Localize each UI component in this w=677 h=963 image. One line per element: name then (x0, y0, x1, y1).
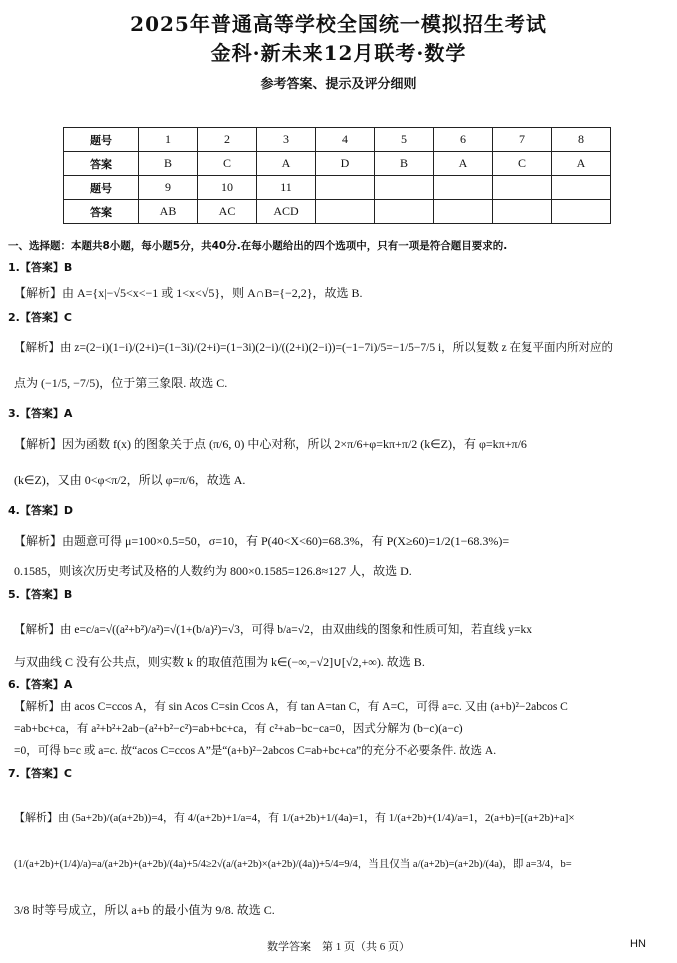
q7-answer: 7.【答案】C (8, 767, 72, 780)
table-cell: 3 (257, 128, 316, 152)
q7-solution-line: (1/(a+2b)+(1/4)/a)=a/(a+2b)+(a+2b)/(4a)+5/4≥2√(a/(a+2b)×(a+2b)/(4a))+5/4=9/4，当且仅当 a/(a+2b)=(a+2b)/(4a)，即 a=3/4，b= (14, 859, 572, 870)
table-cell: 4 (316, 128, 375, 152)
table-cell: 1 (139, 128, 198, 152)
table-cell: 答案 (64, 152, 139, 176)
q5-answer: 5.【答案】B (8, 588, 73, 601)
table-cell (434, 200, 493, 224)
table-cell (316, 176, 375, 200)
q2-answer: 2.【答案】C (8, 311, 72, 324)
answer-key-heading: 参考答案、提示及评分细则 (260, 77, 417, 92)
table-cell (434, 176, 493, 200)
table-cell (375, 200, 434, 224)
q6-solution-line: =ab+bc+ca，有 a²+b²+2ab−(a²+b²−c²)=ab+bc+ca，有 c²+ab−bc−ca=0，因式分解为 (b−c)(a−c) (14, 723, 463, 735)
table-row (64, 176, 611, 200)
table-cell: AB (139, 200, 198, 224)
table-cell: 5 (375, 128, 434, 152)
table-cell: ACD (257, 200, 316, 224)
table-cell: A (434, 152, 493, 176)
table-cell: B (375, 152, 434, 176)
table-cell: C (198, 152, 257, 176)
table-cell (552, 176, 611, 200)
table-cell: 9 (139, 176, 198, 200)
table-cell: B (139, 152, 198, 176)
q7-solution-line: 3/8 时等号成立，所以 a+b 的最小值为 9/8. 故选 C. (14, 903, 275, 917)
table-cell: 2 (198, 128, 257, 152)
table-row (64, 200, 611, 224)
table-row (64, 128, 611, 152)
q4-answer: 4.【答案】D (8, 504, 73, 517)
section-heading: 一、选择题：本题共8小题，每小题5分，共40分.在每小题给出的四个选项中，只有一项是符合题目要求的. (8, 240, 508, 252)
q6-answer: 6.【答案】A (8, 678, 73, 691)
table-cell (316, 200, 375, 224)
table-cell: 6 (434, 128, 493, 152)
table-row (64, 152, 611, 176)
table-cell: 8 (552, 128, 611, 152)
table-cell (375, 176, 434, 200)
table-cell: 7 (493, 128, 552, 152)
q5-solution-line: 与双曲线 C 没有公共点，则实数 k 的取值范围为 k∈(−∞,−√2]∪[√2,+∞). 故选 B. (14, 655, 425, 669)
table-cell: 题号 (64, 128, 139, 152)
q2-solution-line: 点为 (−1/5, −7/5)，位于第三象限. 故选 C. (14, 376, 228, 390)
q5-solution-line: 【解析】由 e=c/a=√((a²+b²)/a²)=√(1+(b/a)²)=√3，可得 b/a=√2，由双曲线的图象和性质可知，若直线 y=kx (14, 624, 532, 636)
table-cell: AC (198, 200, 257, 224)
q7-solution-line: 【解析】由 (5a+2b)/(a(a+2b))=4，有 4/(a+2b)+1/a=4，有 1/(a+2b)+1/(4a)=1，有 1/(a+2b)+(1/4)/a=1，2(a+b)=[(a+2b)+a]× (14, 812, 575, 824)
q2-solution-line: 【解析】由 z=(2−i)(1−i)/(2+i)=(1−3i)/(2+i)=(1−3i)(2−i)/((2+i)(2−i))=(−1−7i)/5=−1/5−7/5 i，所以复数 z 在复平面内所对应的 (14, 342, 614, 354)
page-footer: 数学答案 第 1 页（共 6 页） (267, 941, 410, 953)
q4-solution-line: 【解析】由题意可得 μ=100×0.5=50，σ=10，有 P(40<X<60)=68.3%，有 P(X≥60)=1/2(1−68.3%)= (14, 534, 510, 548)
q1-answer: 1.【答案】B (8, 261, 73, 274)
exam-subtitle: 金科·新未来12月联考·数学 (210, 41, 467, 65)
table-cell (493, 200, 552, 224)
table-cell: A (257, 152, 316, 176)
q3-answer: 3.【答案】A (8, 407, 73, 420)
table-cell: C (493, 152, 552, 176)
q4-solution-line: 0.1585，则该次历史考试及格的人数约为 800×0.1585=126.8≈127 人，故选 D. (14, 564, 412, 578)
q6-solution-line: =0，可得 b=c 或 a=c. 故“acos C=ccos A”是“(a+b)²−2abcos C=ab+bc+ca”的充分不必要条件. 故选 A. (14, 745, 497, 757)
q3-solution-line: 【解析】因为函数 f(x) 的图象关于点 (π/6, 0) 中心对称，所以 2×π/6+φ=kπ+π/2 (k∈Z)，有 φ=kπ+π/6 (14, 437, 527, 451)
answer-table (63, 127, 611, 224)
table-cell: 11 (257, 176, 316, 200)
region-code: HN (630, 938, 646, 950)
q6-solution-line: 【解析】由 acos C=ccos A，有 sin Acos C=sin Ccos A，有 tan A=tan C，有 A=C，可得 a=c. 又由 (a+b)²−2abcos C (14, 701, 568, 713)
q1-solution-line: 【解析】由 A={x|−√5<x<−1 或 1<x<√5}，则 A∩B={−2,2}，故选 B. (14, 286, 363, 300)
table-cell: A (552, 152, 611, 176)
exam-title: 2025年普通高等学校全国统一模拟招生考试 (130, 12, 547, 36)
q3-solution-line: (k∈Z)，又由 0<φ<π/2，所以 φ=π/6，故选 A. (14, 473, 246, 487)
table-cell: 10 (198, 176, 257, 200)
table-cell: 答案 (64, 200, 139, 224)
table-cell: 题号 (64, 176, 139, 200)
table-cell: D (316, 152, 375, 176)
table-cell (552, 200, 611, 224)
table-cell (493, 176, 552, 200)
